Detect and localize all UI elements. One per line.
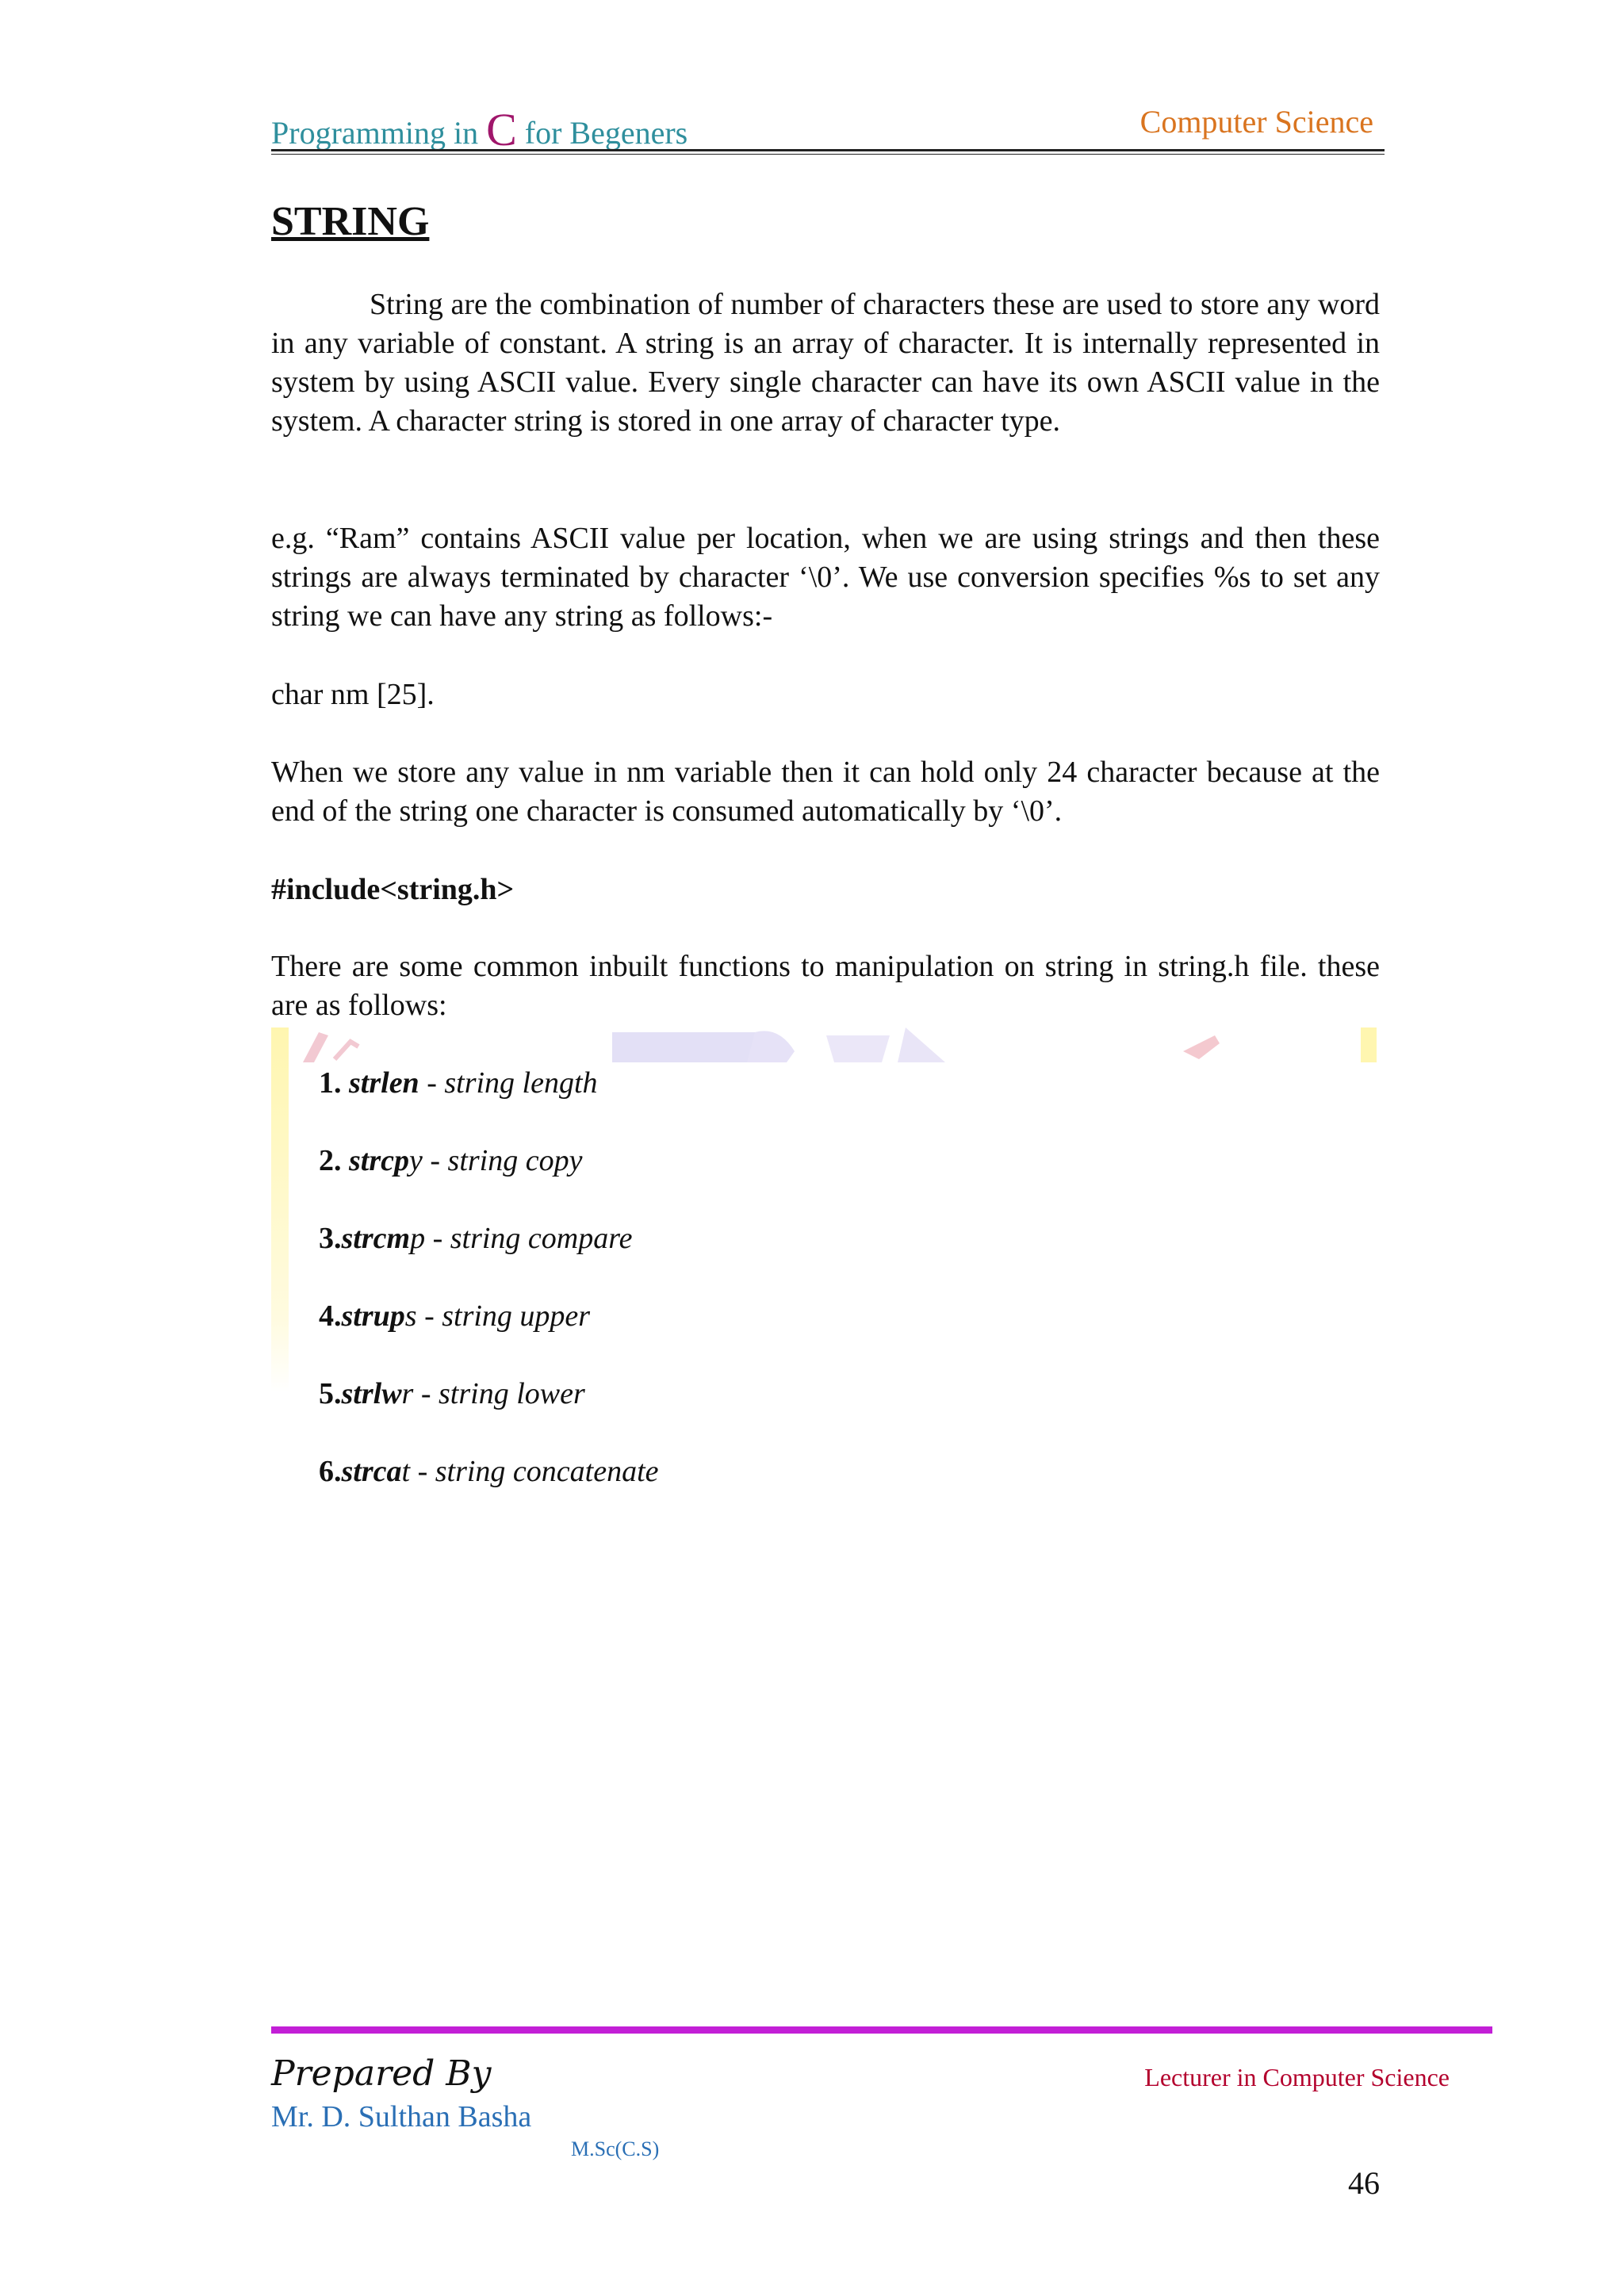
header-subject: Computer Science [1139, 104, 1373, 140]
watermark-yellow-bar [271, 1027, 289, 1392]
footer-divider [271, 2026, 1492, 2034]
list-item: 5.strlwr - string lower [319, 1377, 585, 1410]
author-degree: M.Sc(C.S) [571, 2137, 660, 2160]
include-line: #include<string.h> [271, 873, 515, 906]
header-divider [271, 149, 1385, 155]
header-title-suffix: for Begeners [524, 115, 688, 151]
watermark-logo-fragment [271, 1027, 1380, 1062]
header-book-title [271, 103, 688, 156]
list-item: 3.strcmp - string compare [319, 1222, 633, 1255]
header-title-prefix: Programming in [271, 115, 479, 151]
list-item: 6.strcat - string concatenate [319, 1455, 659, 1488]
functions-intro-paragraph: There are some common inbuilt functions to manipulation on string in string.h file. these are as follows: [271, 950, 1380, 1022]
prepared-by-label: Prepared By [271, 2053, 492, 2094]
function-list [319, 1062, 659, 1529]
capacity-paragraph: When we store any value in nm variable then it can hold only 24 character because at the end of the string one character is consumed automatically by ‘\0’. [271, 756, 1380, 828]
section-title: STRING [271, 199, 430, 244]
page-number: 46 [1348, 2165, 1380, 2201]
author-name: Mr. D. Sulthan Basha [271, 2100, 532, 2133]
list-item: 4.strups - string upper [319, 1299, 591, 1333]
declaration-line: char nm [25]. [271, 678, 435, 711]
header-title-c: C [486, 104, 517, 155]
list-item: 2. strcpy - string copy [319, 1144, 583, 1177]
list-item: 1. strlen - string length [319, 1066, 598, 1100]
author-role: Lecturer in Computer Science [1144, 2063, 1450, 2091]
intro-paragraph: String are the combination of number of characters these are used to store any word in any variable of constant. A string is an array of character. It is internally represented in system by using ASCII value. Every single character can have its own ASCII value in the system. A character string is stored in one array of character type. [271, 288, 1380, 438]
example-paragraph: e.g. “Ram” contains ASCII value per location, when we are using strings and then these strings are always terminated by character ‘\0’. We use conversion specifies %s to set any string we can have any string as follows:- [271, 522, 1380, 633]
